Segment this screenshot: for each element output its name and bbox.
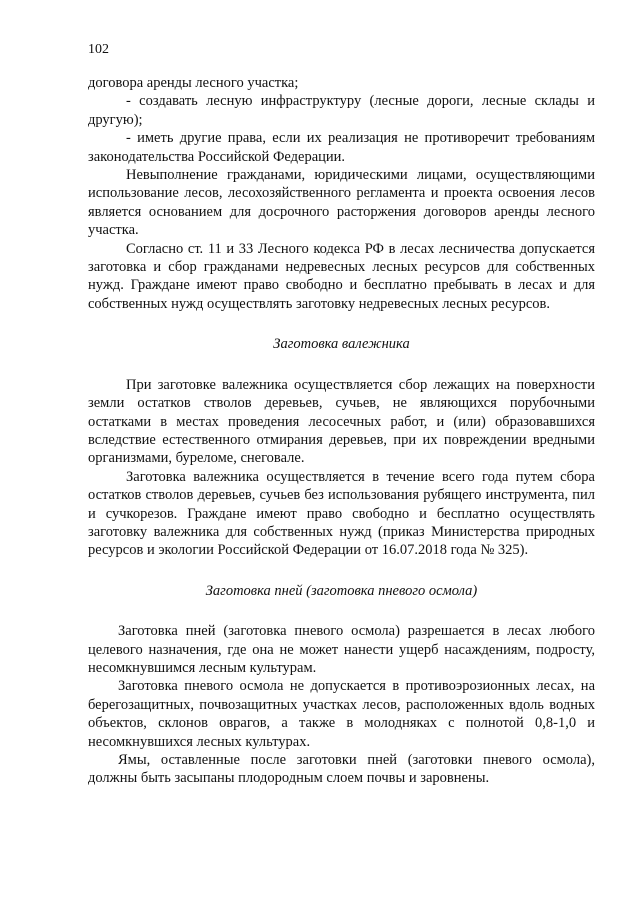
list-item: - создавать лесную инфраструктуру (лесные дороги, лесные склады и другую); — [88, 93, 595, 128]
paragraph: Согласно ст. 11 и 33 Лесного кодекса РФ в лесах лесничества допускается заготовка и сбор гражданами недревесных лесных ресурсов для собственных нужд. Граждане имеют право свободно и бесплатно пребывать в лесах и для собственных нужд осуществлять заготовку недревесных лесных ресурсов. — [88, 240, 595, 312]
paragraph: Заготовка пневого осмола не допускается в противоэрозионных лесах, на берегозащитных, почвозащитных участках лесов, расположенных вдоль водных объектов, склонов оврагов, а также в молодняках с полнотой 0,8-1,0 и несомкнувшихся лесных культурах. — [88, 678, 595, 750]
paragraph: Ямы, оставленные после заготовки пней (заготовки пневого осмола), должны быть засыпаны плодородным слоем почвы и заровнены. — [88, 752, 595, 787]
paragraph: Невыполнение гражданами, юридическими лицами, осуществляющими использование лесов, лесохозяйственного регламента и проекта освоения лесов является основанием для досрочного расторжения договоров аренды лесного участка. — [88, 167, 595, 239]
paragraph: Заготовка пней (заготовка пневого осмола) разрешается в лесах любого целевого назначения, где она не может нанести ущерб насаждениям, подросту, несомкнувшимся лесным культурам. — [88, 623, 595, 676]
paragraph: Заготовка валежника осуществляется в течение всего года путем сбора остатков стволов деревьев, сучьев без использования рубящего инструмента, пил и сучкорезов. Граждане имеют право свободно и бесплатно осуществлять заготовку валежника для собственных нужд (приказ Министерства природных ресурсов и экологии Российской Федерации от 16.07.2018 года № 325). — [88, 468, 595, 559]
section-heading: Заготовка валежника — [273, 336, 410, 353]
paragraph: договора аренды лесного участка; — [88, 75, 299, 91]
body-text — [88, 74, 595, 788]
page-number: 102 — [88, 42, 109, 57]
section-heading: Заготовка пней (заготовка пневого осмола) — [205, 582, 478, 599]
paragraph: При заготовке валежника осуществляется сбор лежащих на поверхности земли остатков стволов деревьев, сучьев, не являющихся порубочными остатками в местах проведения лесосечных работ, и (или) образовавшихся вследствие естественного отмирания деревьев, при их повреждении вредными организмами, буреломе, снеговале. — [88, 376, 595, 467]
list-item: - иметь другие права, если их реализация не противоречит требованиям законодательства Российской Федерации. — [88, 130, 595, 165]
